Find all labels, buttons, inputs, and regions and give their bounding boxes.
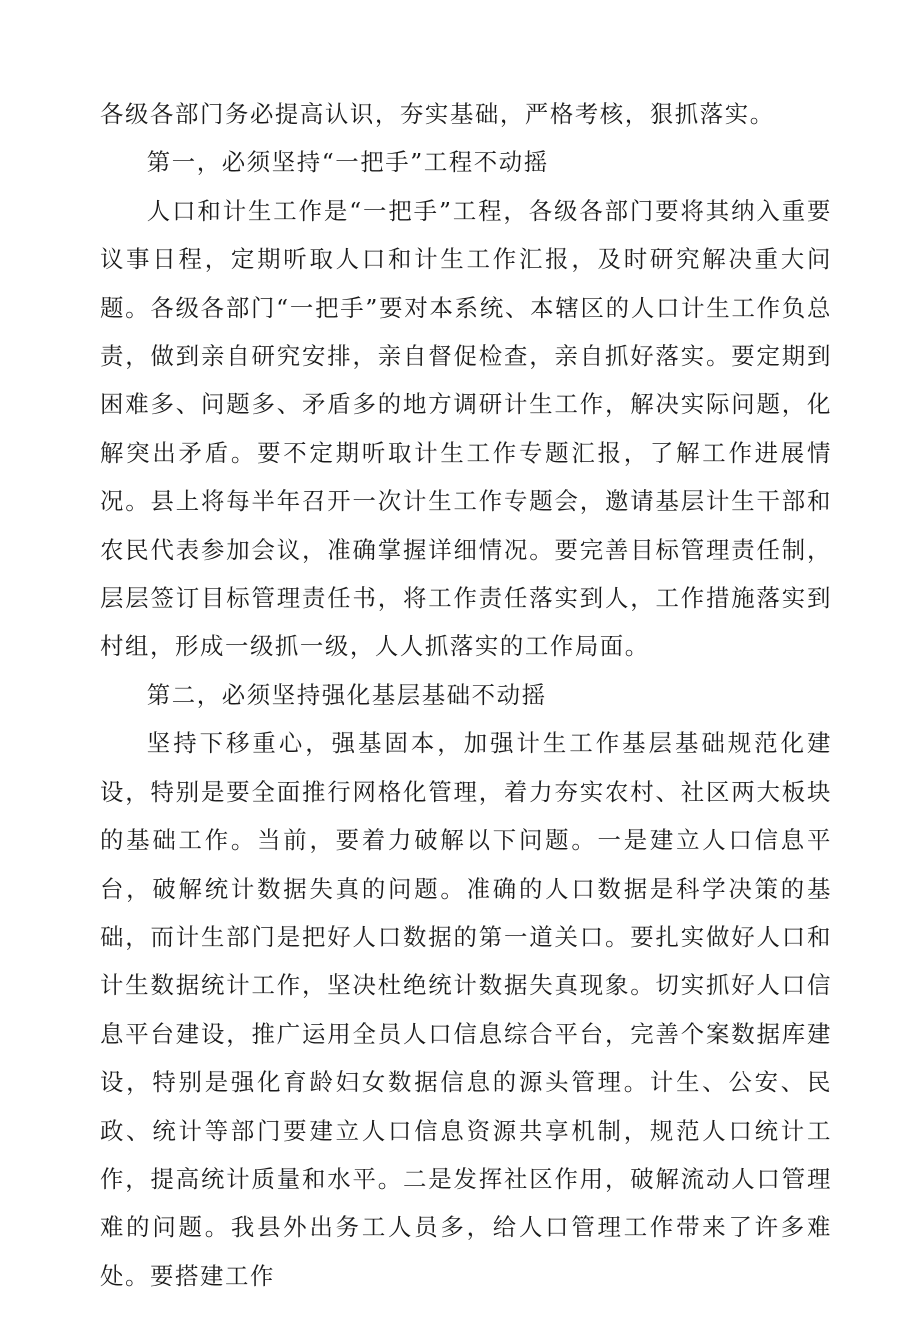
body-paragraph-1: 人口和计生工作是“一把手”工程，各级各部门要将其纳入重要议事日程，定期听取人口和计生工作汇报，及时研究解决重大问题。各级各部门“一把手”要对本系统、本辖区的人口计生工作负总责，做到亲自研究安排，亲自督促检查，亲自抓好落实。要定期到困难多、问题多、矛盾多的地方调研计生工作，解决实际问题，化解突出矛盾。要不定期听取计生工作专题汇报，了解工作进展情况。县上将每半年召开一次计生工作专题会，邀请基层计生干部和农民代表参加会议，准确掌握详细情况。要完善目标管理责任制，层层签订目标管理责任书，将工作责任落实到人，工作措施落实到村组，形成一级抓一级，人人抓落实的工作局面。 bbox=[100, 196, 832, 661]
section-heading-1: 第一，必须坚持“一把手”工程不动摇 bbox=[146, 148, 549, 177]
section-heading-2: 第二，必须坚持强化基层基础不动摇 bbox=[146, 680, 547, 709]
paragraph-continuation: 各级各部门务必提高认识，夯实基础，严格考核，狠抓落实。 bbox=[100, 100, 775, 128]
body-paragraph-2: 坚持下移重心，强基固本，加强计生工作基层基础规范化建设，特别是要全面推行网格化管理，着力夯实农村、社区两大板块的基础工作。当前，要着力破解以下问题。一是建立人口信息平台，破解统计数据失真的问题。准确的人口数据是科学决策的基础，而计生部门是把好人口数据的第一道关口。要扎实做好人口和计生数据统计工作，坚决杜绝统计数据失真现象。切实抓好人口信息平台建设，推广运用全员人口信息综合平台，完善个案数据库建设，特别是强化育龄妇女数据信息的源头管理。计生、公安、民政、统计等部门要建立人口信息资源共享机制，规范人口统计工作，提高统计质量和水平。二是发挥社区作用，破解流动人口管理难的问题。我县外出务工人员多，给人口管理工作带来了许多难处。要搭建工作 bbox=[100, 729, 832, 1290]
